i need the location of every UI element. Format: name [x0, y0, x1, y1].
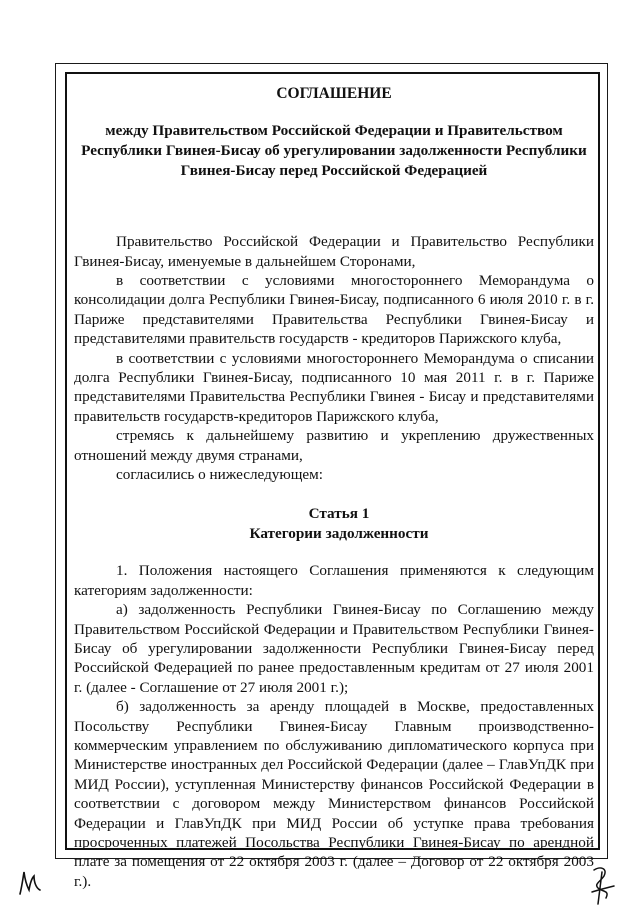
preamble-paragraph-1: Правительство Российской Федерации и Правительство Республики Гвинея-Бисау, именуемые в дальнейшем Сторонами, [74, 233, 594, 270]
document-body [74, 84, 594, 891]
preamble-paragraph-3: в соответствии с условиями многостороннего Меморандума о списании долга Республики Гвинея-Бисау, подписанного 10 мая 2011 г. в г. Париже представителями Правительства Республики Гвинея - Бисау и представителями правительств государств-кредиторов Парижского клуба, [74, 349, 594, 425]
article-paragraph-1: 1. Положения настоящего Соглашения применяются к следующим категориям задолженности: [74, 562, 594, 599]
initials-signature-left [16, 868, 44, 898]
preamble-paragraph-2: в соответствии с условиями многостороннего Меморандума о консолидации долга Республики Гвинея-Бисау, подписанного 6 июля 2010 г. в г. Париже представителями Правительства Республики Гвинея-Бисау и представителями правительств государств - кредиторов Парижского клуба, [74, 272, 594, 348]
article-paragraph-b: б) задолженность за аренду площадей в Москве, предоставленных Посольству Республики Гвинея-Бисау Главным производственно-коммерческим управлением по обслуживанию дипломатического корпуса при Министерстве иностранных дел Российской Федерации (далее – ГлавУпДК при МИД России), уступленная Министерству финансов Российской Федерации в соответствии с договором между Министерством финансов Российской Федерации и ГлавУпДК при МИД России об уступке права требования просроченных платежей Посольства Республики Гвинея-Бисау по арендной плате за помещения от 22 октября 2003 г. (далее – Договор от 22 октября 2003 г.). [74, 698, 594, 890]
article-paragraph-a: а) задолженность Республики Гвинея-Бисау по Соглашению между Правительством Российской Федерации и Правительством Республики Гвинея-Бисау об урегулировании задолженности Республики Гвинея-Бисау перед Российской Федерацией по ранее предоставленным кредитам от 27 июля 2001 г. (далее - Соглашение от 27 июля 2001 г.); [74, 601, 594, 696]
preamble-paragraph-4: стремясь к дальнейшему развитию и укреплению дружественных отношений между двумя странами, [74, 427, 594, 464]
preamble-paragraph-5: согласились о нижеследующем: [116, 466, 324, 484]
article-heading: Категории задолженности [249, 524, 429, 542]
document-title: СОГЛАШЕНИЕ [276, 85, 392, 102]
document-subtitle: между Правительством Российской Федерации и Правительством Республики Гвинея-Бисау об урегулировании задолженности Республики Гвинея-Бисау перед Российской Федерацией [81, 122, 587, 179]
article-number: Статья 1 [308, 505, 370, 523]
initials-signature-right [584, 862, 618, 906]
